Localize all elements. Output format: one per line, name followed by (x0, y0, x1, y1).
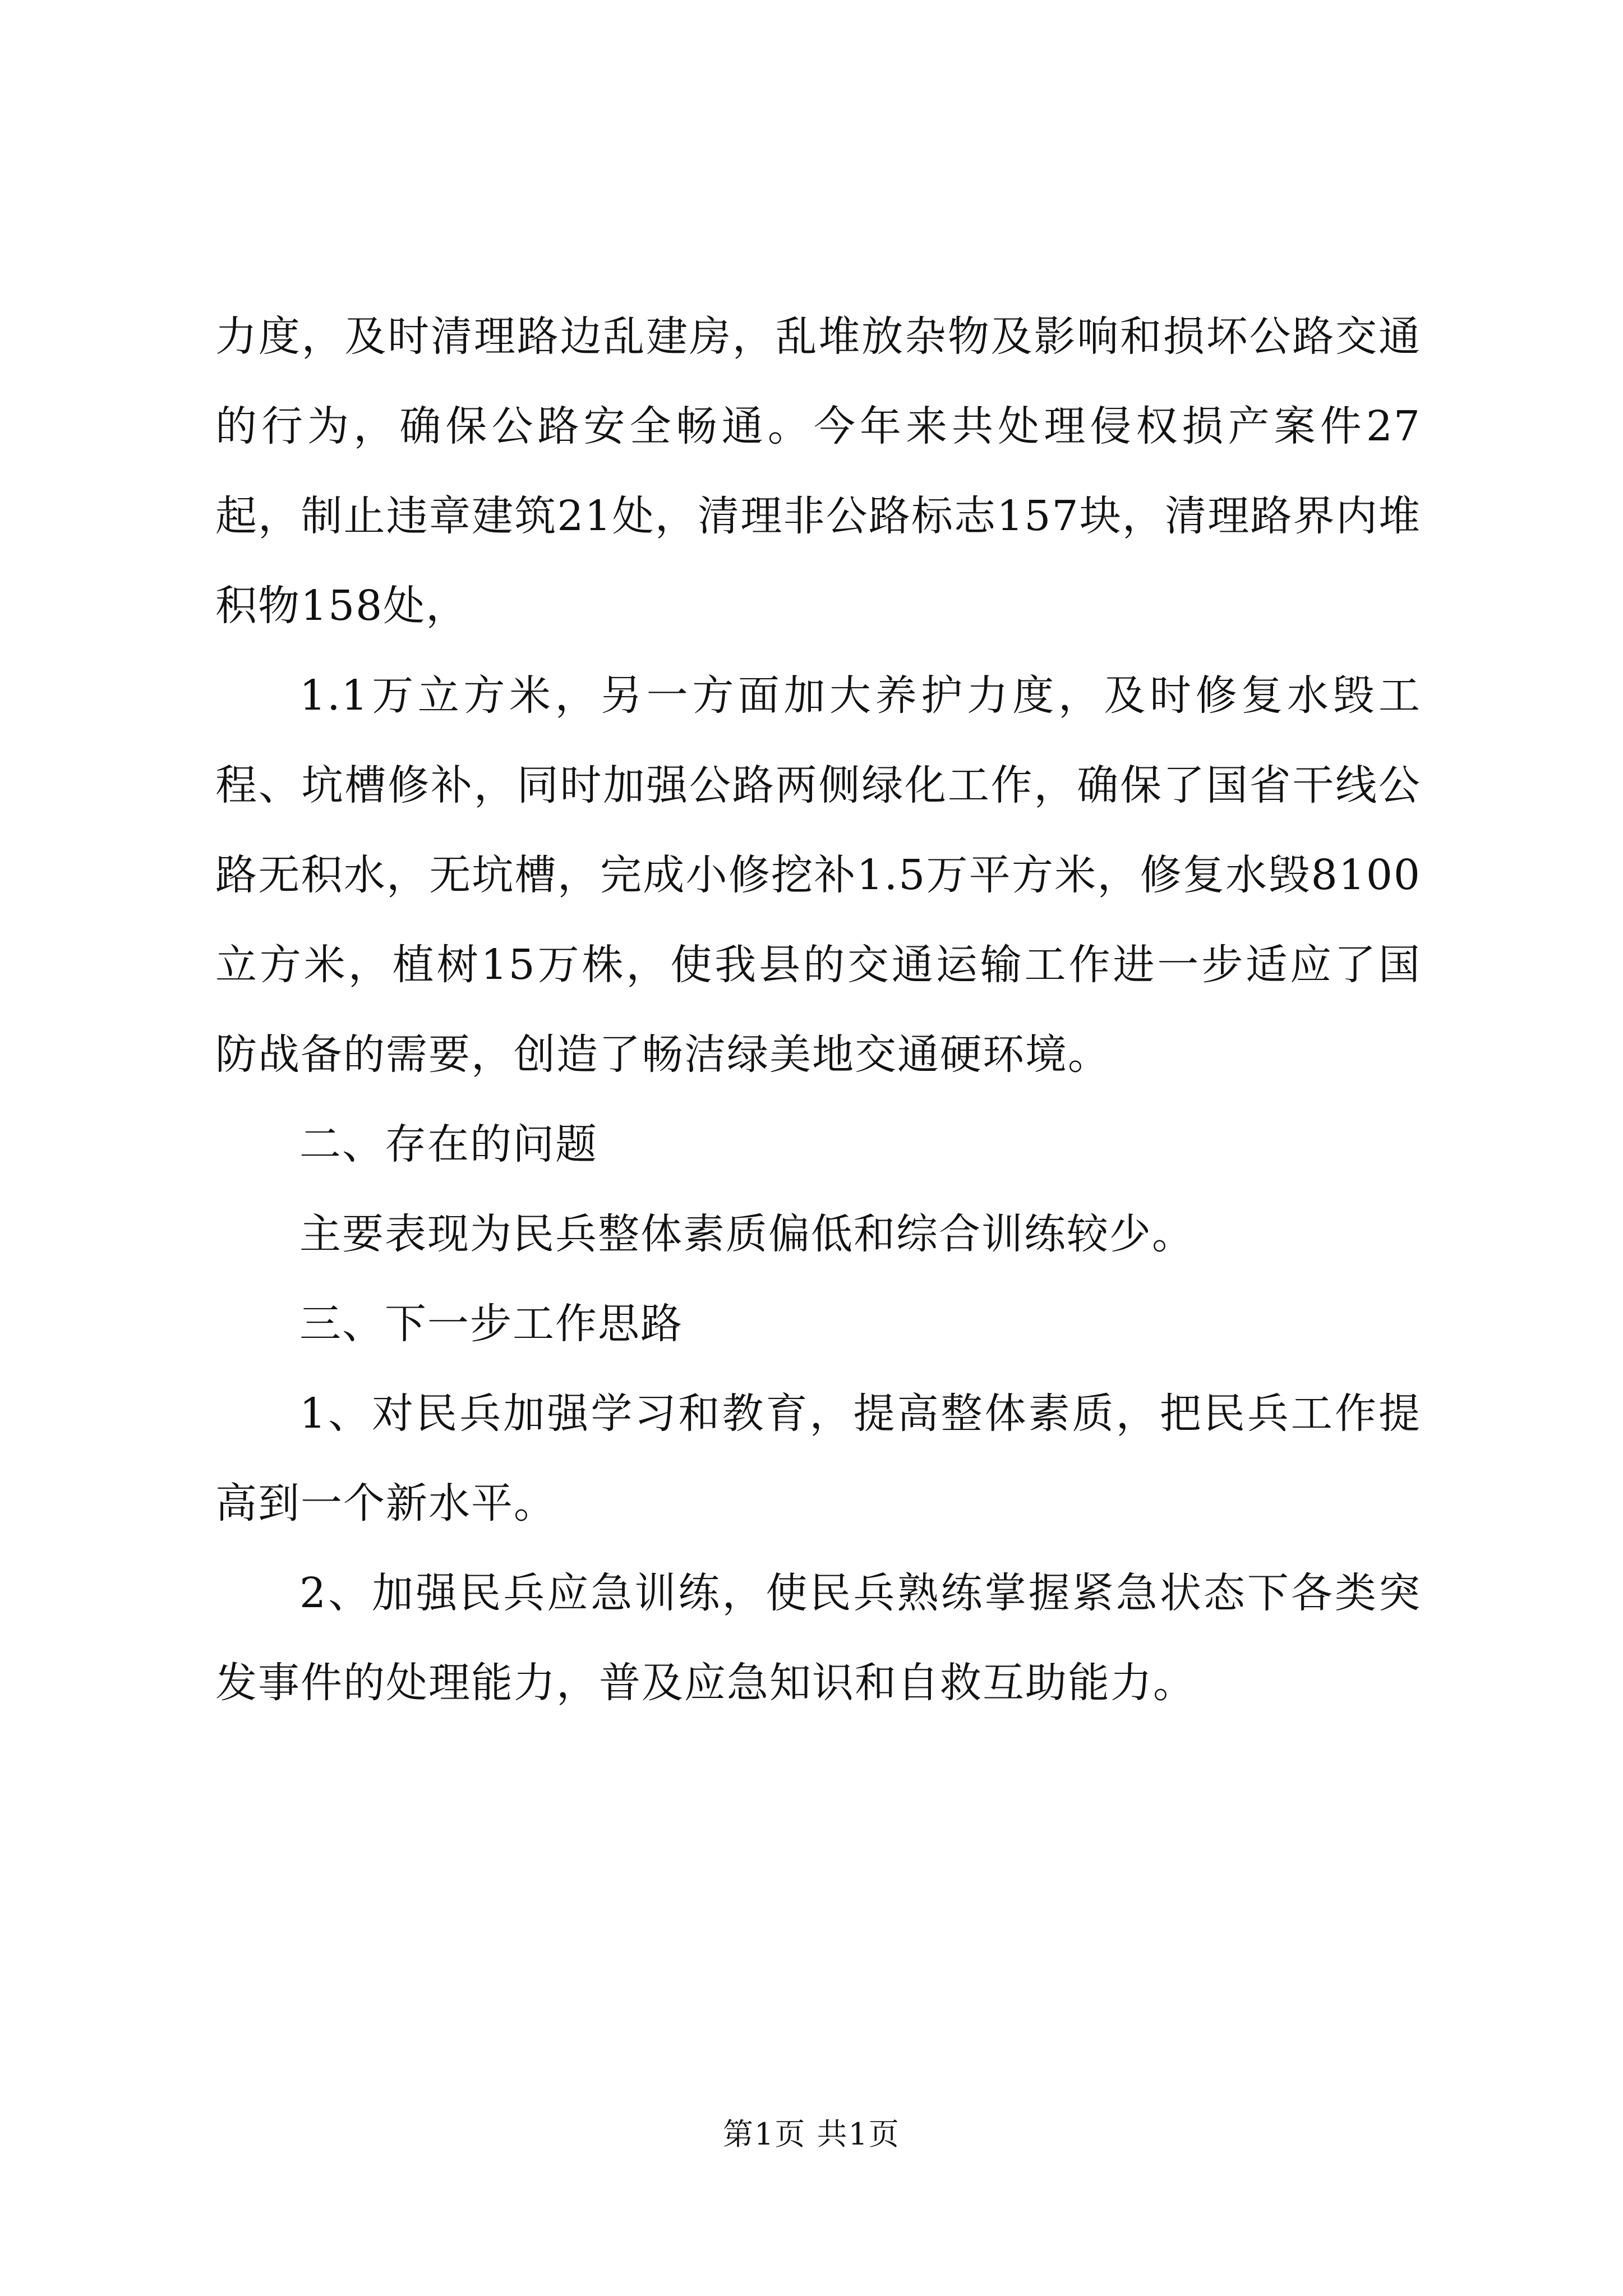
paragraph-continuation: 力度，及时清理路边乱建房，乱堆放杂物及影响和损坏公路交通的行为，确保公路安全畅通。今年来共处理侵权损产案件27起，制止违章建筑21处，清理非公路标志157块，清理路界内堆积物158处， (215, 312, 1421, 630)
section-heading-next-steps: 三、下一步工作思路 (299, 1300, 683, 1348)
paragraph-next-step-1: 1、对民兵加强学习和教育，提高整体素质，把民兵工作提高到一个新水平。 (215, 1389, 1421, 1527)
section-heading-problems: 二、存在的问题 (299, 1120, 598, 1168)
paragraph-maintenance: 1.1万立方米，另一方面加大养护力度，及时修复水毁工程、坑槽修补，同时加强公路两侧绿化工作，确保了国省干线公路无积水，无坑槽，完成小修挖补1.5万平方米，修复水毁8100立方米，植树15万株，使我县的交通运输工作进一步适应了国防战备的需要，创造了畅洁绿美地交通硬环境。 (215, 671, 1421, 1079)
page-footer: 第1页 共1页 (723, 2116, 900, 2152)
document-body (215, 292, 1421, 1728)
paragraph-next-step-2: 2、加强民兵应急训练，使民兵熟练掌握紧急状态下各类突发事件的处理能力，普及应急知识和自救互助能力。 (215, 1569, 1421, 1707)
paragraph-problems: 主要表现为民兵整体素质偏低和综合训练较少。 (299, 1210, 1195, 1258)
